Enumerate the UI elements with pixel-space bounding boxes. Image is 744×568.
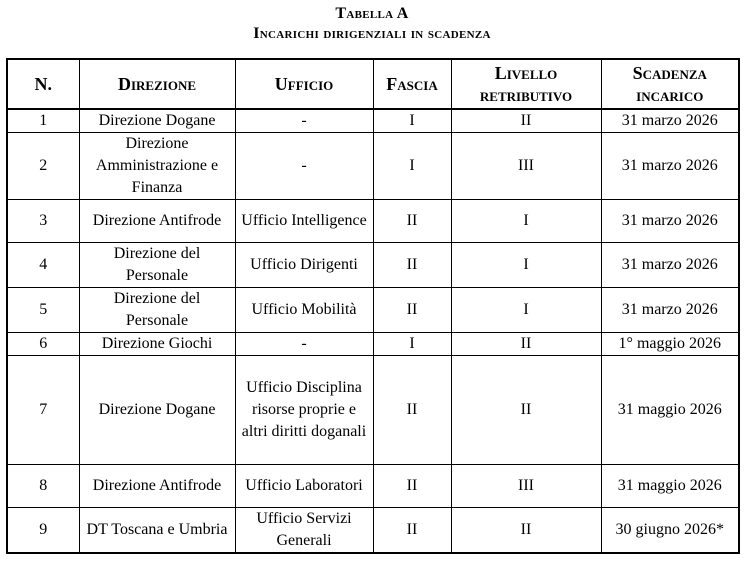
cell-fascia: II [373, 465, 451, 508]
cell-direzione: Direzione del Personale [79, 243, 235, 288]
header-direzione: Direzione [79, 59, 235, 109]
cell-ufficio: Ufficio Disciplina risorse proprie e altri diritti doganali [235, 356, 373, 465]
cell-livello: I [451, 288, 601, 333]
cell-direzione: Direzione Dogane [79, 109, 235, 133]
cell-scadenza: 31 marzo 2026 [601, 200, 739, 243]
table-row [7, 333, 739, 356]
cell-scadenza: 31 marzo 2026 [601, 243, 739, 288]
cell-fascia: II [373, 356, 451, 465]
cell-direzione: Direzione del Personale [79, 288, 235, 333]
cell-ufficio: Ufficio Dirigenti [235, 243, 373, 288]
header-row [7, 59, 739, 109]
cell-fascia: II [373, 508, 451, 554]
table-caption [0, 4, 744, 44]
cell-n: 1 [7, 109, 79, 133]
cell-scadenza: 31 maggio 2026 [601, 356, 739, 465]
cell-fascia: II [373, 200, 451, 243]
table-title: Tabella A [335, 5, 409, 22]
table-row [7, 288, 739, 333]
incarichi-table [6, 58, 740, 554]
cell-ufficio: Ufficio Laboratori [235, 465, 373, 508]
cell-scadenza: 31 maggio 2026 [601, 465, 739, 508]
cell-direzione: Direzione Giochi [79, 333, 235, 356]
cell-livello: I [451, 243, 601, 288]
cell-livello: I [451, 200, 601, 243]
cell-livello: II [451, 109, 601, 133]
cell-direzione: DT Toscana e Umbria [79, 508, 235, 554]
cell-ufficio: - [235, 133, 373, 200]
cell-n: 8 [7, 465, 79, 508]
cell-n: 3 [7, 200, 79, 243]
header-livello: Livello retributivo [451, 59, 601, 109]
cell-fascia: II [373, 243, 451, 288]
cell-scadenza: 31 marzo 2026 [601, 133, 739, 200]
cell-scadenza: 31 marzo 2026 [601, 109, 739, 133]
cell-direzione: Direzione Antifrode [79, 465, 235, 508]
cell-scadenza: 1° maggio 2026 [601, 333, 739, 356]
header-fascia: Fascia [373, 59, 451, 109]
cell-livello: III [451, 465, 601, 508]
table-row [7, 508, 739, 554]
cell-livello: II [451, 508, 601, 554]
cell-livello: III [451, 133, 601, 200]
cell-n: 2 [7, 133, 79, 200]
table-row [7, 109, 739, 133]
header-n: N. [7, 59, 79, 109]
cell-fascia: I [373, 133, 451, 200]
table-row [7, 243, 739, 288]
table-subtitle: Incarichi dirigenziali in scadenza [253, 25, 491, 42]
cell-ufficio: Ufficio Intelligence [235, 200, 373, 243]
table-row [7, 200, 739, 243]
cell-direzione: Direzione Antifrode [79, 200, 235, 243]
cell-fascia: I [373, 109, 451, 133]
header-scadenza: Scadenza incarico [601, 59, 739, 109]
table-row [7, 133, 739, 200]
cell-ufficio: Ufficio Servizi Generali [235, 508, 373, 554]
table-row [7, 356, 739, 465]
cell-ufficio: - [235, 333, 373, 356]
cell-direzione: Direzione Amministrazione e Finanza [79, 133, 235, 200]
cell-livello: II [451, 356, 601, 465]
cell-n: 9 [7, 508, 79, 554]
cell-livello: II [451, 333, 601, 356]
cell-n: 6 [7, 333, 79, 356]
cell-direzione: Direzione Dogane [79, 356, 235, 465]
cell-n: 4 [7, 243, 79, 288]
cell-fascia: I [373, 333, 451, 356]
cell-n: 7 [7, 356, 79, 465]
cell-fascia: II [373, 288, 451, 333]
cell-scadenza: 31 marzo 2026 [601, 288, 739, 333]
header-ufficio: Ufficio [235, 59, 373, 109]
table-row [7, 465, 739, 508]
cell-n: 5 [7, 288, 79, 333]
cell-ufficio: - [235, 109, 373, 133]
cell-ufficio: Ufficio Mobilità [235, 288, 373, 333]
cell-scadenza: 30 giugno 2026* [601, 508, 739, 554]
